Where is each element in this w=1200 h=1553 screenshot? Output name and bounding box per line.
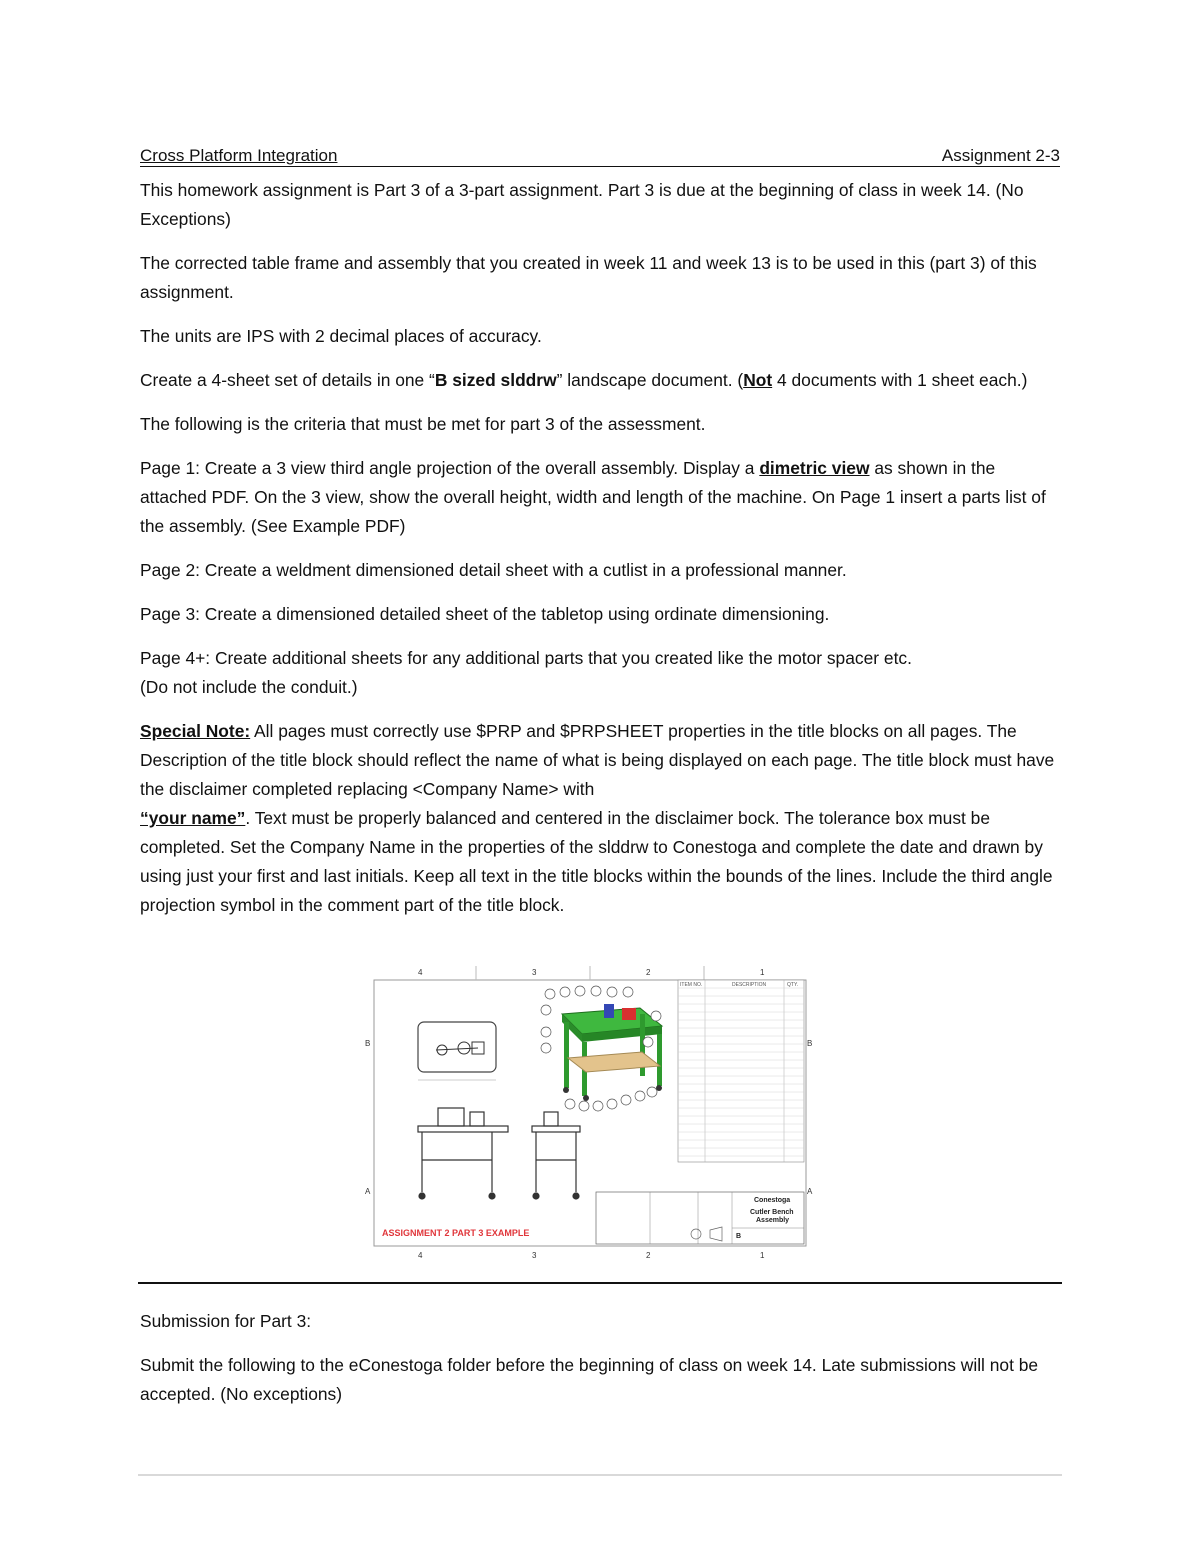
section-divider (138, 1282, 1062, 1284)
instructions-body (140, 176, 1060, 920)
footer-divider (138, 1474, 1062, 1476)
top-view (418, 1022, 496, 1080)
zone-label: 4 (418, 1251, 423, 1260)
page-4-line-1: Page 4+: Create additional sheets for any additional parts that you created like the motor spacer etc. (140, 648, 912, 668)
special-note (140, 717, 1060, 920)
special-note-label: Special Note: (140, 721, 251, 741)
zone-label: A (365, 1187, 371, 1196)
sheet-set-text-c: ” landscape document. ( (556, 370, 744, 390)
criteria-intro: The following is the criteria that must be met for part 3 of the assessment. (140, 414, 706, 434)
special-note-text-a: All pages must correctly use $PRP and $PRPSHEET properties in the title blocks on all pages. The Description of the title block should reflect the name of what is being displayed on each page. The title block must have the disclaimer completed replacing <Company Name> with (140, 721, 1055, 799)
sheet-size-emphasis: B sized slddrw (434, 370, 557, 390)
sheet-set-text-e: 4 documents with 1 sheet each.) (772, 370, 1028, 390)
zone-label: 2 (646, 968, 651, 977)
zone-label: 3 (532, 968, 537, 977)
bom-header-description: DESCRIPTION (732, 982, 767, 988)
zone-label: 4 (418, 968, 423, 977)
bom-header-qty: QTY. (787, 982, 799, 988)
zone-label: 1 (760, 1251, 765, 1260)
your-name-token: “your name” (140, 808, 246, 828)
dimetric-view-emphasis: dimetric view (759, 458, 870, 478)
zone-label: A (807, 1187, 813, 1196)
title-block (596, 1192, 804, 1244)
submission-text: Submit the following to the eConestoga folder before the beginning of class on week 14. Late submissions will not be accepted. (No exceptions) (140, 1355, 1039, 1404)
zone-label: 2 (646, 1251, 651, 1260)
submission-section (140, 1307, 1060, 1424)
bom-header-item: ITEM NO. (680, 982, 703, 988)
page-3-criteria: Page 3: Create a dimensioned detailed sheet of the tabletop using ordinate dimensioning. (140, 604, 830, 624)
page-1-text-c: as shown in the attached PDF. On the 3 view, show the overall height, width and length of the machine. On Page 1 insert a parts list of the assembly. (See Example PDF) (140, 458, 1046, 536)
units-paragraph: The units are IPS with 2 decimal places of accuracy. (140, 326, 542, 346)
page-4-criteria (140, 644, 1060, 702)
intro-paragraph-1: This homework assignment is Part 3 of a 3-part assignment. Part 3 is due at the beginning of class in week 14. (No Exceptions) (140, 180, 1024, 229)
example-caption: ASSIGNMENT 2 PART 3 EXAMPLE (382, 1228, 530, 1238)
example-drawing-image (360, 966, 820, 1262)
zone-label: 1 (760, 968, 765, 977)
parts-list-table (678, 980, 804, 1162)
page-4-line-2: (Do not include the conduit.) (140, 677, 358, 697)
sheet-size: B (736, 1233, 742, 1240)
company-name: Conestoga (754, 1197, 791, 1204)
page-2-criteria: Page 2: Create a weldment dimensioned detail sheet with a cutlist in a professional manner. (140, 560, 847, 580)
page-1-criteria (140, 454, 1060, 541)
sheet-set-text-a: Create a 4-sheet set of details in one “ (140, 370, 435, 390)
intro-paragraph-2: The corrected table frame and assembly that you created in week 11 and week 13 is to be used in this (part 3) of this assignment. (140, 253, 1037, 302)
document-header (140, 146, 1060, 167)
assignment-number: Assignment 2-3 (941, 146, 1060, 165)
submission-heading: Submission for Part 3: (140, 1311, 312, 1331)
course-title: Cross Platform Integration (140, 146, 338, 165)
drawing-sheet-svg (360, 966, 820, 1262)
zone-label: B (365, 1039, 371, 1048)
page-1-text-a: Page 1: Create a 3 view third angle projection of the overall assembly. Display a (140, 458, 760, 478)
zone-label: 3 (532, 1251, 537, 1260)
not-emphasis: Not (743, 370, 773, 390)
zone-label: B (807, 1039, 813, 1048)
sheet-set-paragraph (140, 366, 1060, 395)
special-note-text-b: . Text must be properly balanced and centered in the disclaimer bock. The tolerance box must be completed. Set the Company Name in the properties of the slddrw to Conestoga and complete the date and drawn by using just your first and last initials. Keep all text in the title blocks within the bounds of the lines. Include the third angle projection symbol in the comment part of the title block. (140, 808, 1053, 915)
drawing-title-line-2: Assembly (756, 1217, 790, 1224)
drawing-title-line-1: Cutler Bench (750, 1209, 794, 1216)
